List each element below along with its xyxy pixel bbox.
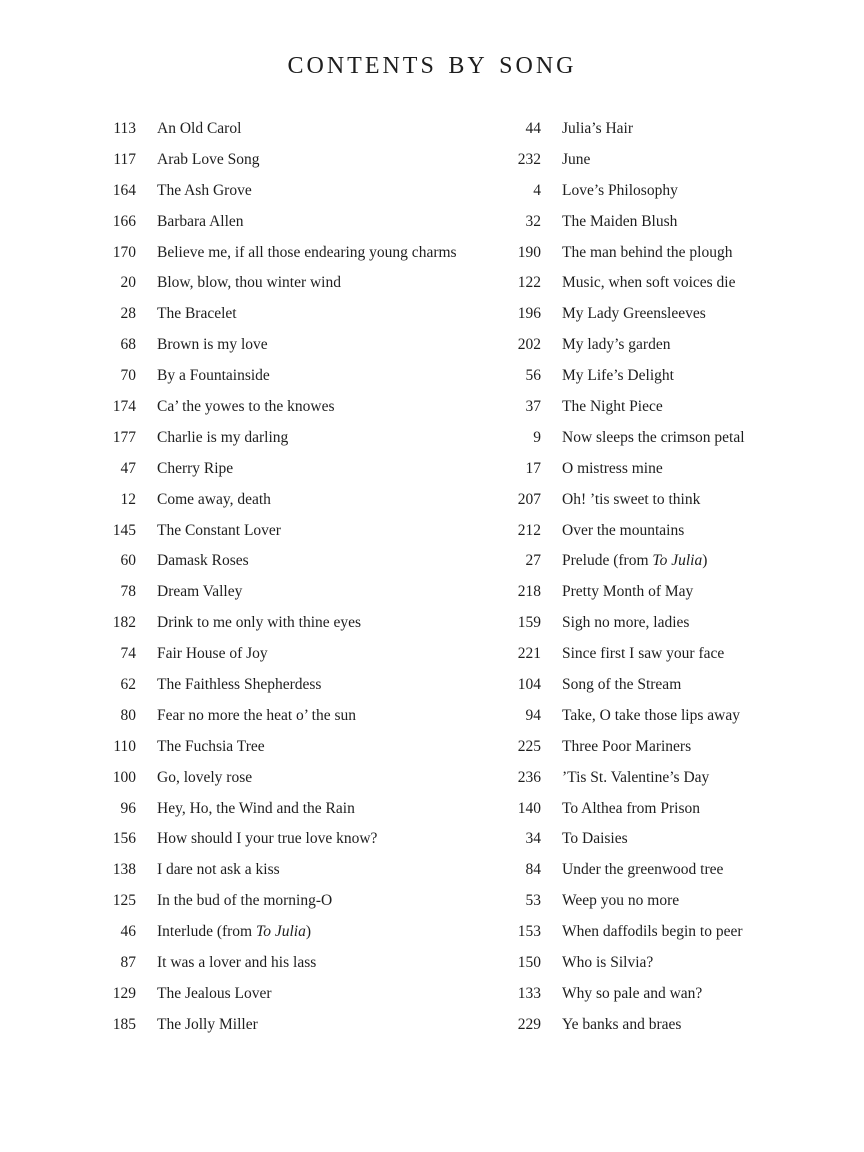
toc-page-number: 32 xyxy=(525,212,541,230)
toc-song-title xyxy=(157,824,377,855)
toc-song-title xyxy=(562,454,663,485)
toc-entry xyxy=(96,608,496,639)
toc-entry xyxy=(96,485,496,516)
toc-entry xyxy=(500,330,840,361)
toc-entry xyxy=(500,917,840,948)
toc-page-number: 182 xyxy=(112,614,136,632)
toc-page-number: 104 xyxy=(517,676,541,694)
toc-song-title-text: Take, O take those lips away xyxy=(562,706,740,724)
toc-entry xyxy=(96,763,496,794)
toc-entry xyxy=(500,238,840,269)
toc-song-title xyxy=(562,485,700,516)
toc-page-number: 150 xyxy=(517,954,541,972)
toc-page-number: 229 xyxy=(517,1015,541,1033)
toc-page-number: 196 xyxy=(517,305,541,323)
toc-entry xyxy=(500,176,840,207)
toc-page-number: 60 xyxy=(120,552,136,570)
toc-song-title-text: Ye banks and braes xyxy=(562,1015,682,1033)
toc-song-title-text: Sigh no more, ladies xyxy=(562,614,690,632)
toc-song-title-text: In the bud of the morning-O xyxy=(157,892,333,910)
toc-song-title xyxy=(157,886,332,917)
toc-song-title-text: Since first I saw your face xyxy=(562,645,725,663)
toc-song-title xyxy=(157,176,252,207)
toc-song-title xyxy=(157,701,356,732)
toc-entry xyxy=(96,577,496,608)
toc-song-title-tail: ) xyxy=(702,552,708,570)
toc-page-number: 44 xyxy=(525,120,541,137)
toc-page-number: 87 xyxy=(120,954,136,972)
toc-song-title-text: My lady’s garden xyxy=(562,336,671,354)
toc-song-title-text: Oh! ’tis sweet to think xyxy=(562,490,701,508)
toc-entry xyxy=(500,701,840,732)
toc-song-title-text: Barbara Allen xyxy=(157,212,244,230)
toc-page-number: 174 xyxy=(112,398,136,416)
toc-page-number: 80 xyxy=(120,706,136,724)
toc-song-title xyxy=(562,639,724,670)
toc-page-number: 156 xyxy=(112,830,136,848)
toc-song-title xyxy=(562,763,709,794)
toc-entry xyxy=(96,516,496,547)
toc-song-title xyxy=(157,855,280,886)
toc-page-number: 133 xyxy=(517,984,541,1002)
toc-song-title xyxy=(157,732,265,763)
toc-song-title-text: Julia’s Hair xyxy=(562,120,634,137)
toc-song-title-text: The Night Piece xyxy=(562,398,663,416)
toc-page-number: 159 xyxy=(517,614,541,632)
toc-page-number: 4 xyxy=(533,181,541,199)
toc-page-number: 138 xyxy=(112,861,136,879)
toc-song-title-italic: To Julia xyxy=(256,923,306,941)
toc-page-number: 207 xyxy=(517,490,541,508)
toc-page-number: 20 xyxy=(120,274,136,292)
toc-song-title-text: To Althea from Prison xyxy=(562,799,700,817)
toc-page-number: 53 xyxy=(525,892,541,910)
toc-song-title-text: Cherry Ripe xyxy=(157,459,234,477)
toc-song-title xyxy=(157,546,249,577)
toc-song-title xyxy=(562,238,732,269)
toc-page-number: 56 xyxy=(525,367,541,385)
toc-song-title-text: My Lady Greensleeves xyxy=(562,305,706,323)
toc-song-title xyxy=(562,701,740,732)
toc-song-title-text: Music, when soft voices die xyxy=(562,274,736,292)
toc-song-title-text: To Daisies xyxy=(562,830,628,848)
toc-page-number: 47 xyxy=(120,459,136,477)
toc-song-title-text: Go, lovely rose xyxy=(157,768,253,786)
toc-song-title xyxy=(157,361,270,392)
toc-entry xyxy=(96,546,496,577)
toc-entry xyxy=(500,763,840,794)
toc-entry xyxy=(500,361,840,392)
toc-song-title-text: The Jealous Lover xyxy=(157,984,272,1002)
toc-song-title xyxy=(157,454,233,485)
toc-song-title-text: I dare not ask a kiss xyxy=(157,861,280,879)
toc-page-number: 125 xyxy=(112,892,136,910)
toc-song-title-text: Drink to me only with thine eyes xyxy=(157,614,362,632)
toc-entry xyxy=(96,114,496,145)
toc-page-number: 218 xyxy=(517,583,541,601)
toc-entry xyxy=(96,670,496,701)
toc-page-number: 46 xyxy=(120,923,136,941)
toc-song-title xyxy=(157,763,252,794)
toc-song-title-text: Pretty Month of May xyxy=(562,583,694,601)
toc-page-number: 34 xyxy=(525,830,541,848)
toc-entry xyxy=(500,639,840,670)
toc-song-title xyxy=(157,1010,258,1041)
toc-page-number: 202 xyxy=(517,336,541,354)
toc-song-title xyxy=(562,886,679,917)
toc-page-number: 221 xyxy=(517,645,541,663)
toc-song-title xyxy=(157,423,288,454)
toc-page-number: 140 xyxy=(517,799,541,817)
toc-entry xyxy=(96,268,496,299)
toc-page-number: 153 xyxy=(517,923,541,941)
toc-song-title-text: Charlie is my darling xyxy=(157,428,289,446)
toc-entry xyxy=(500,608,840,639)
toc-page-number: 232 xyxy=(517,150,541,168)
toc-page-number: 190 xyxy=(517,243,541,261)
toc-song-title-text: Fear no more the heat o’ the sun xyxy=(157,706,356,724)
toc-song-title xyxy=(562,207,677,238)
toc-page-number: 100 xyxy=(112,768,136,786)
toc-entry xyxy=(96,176,496,207)
toc-song-title xyxy=(562,268,735,299)
toc-song-title-text: Over the mountains xyxy=(562,521,685,539)
toc-song-title xyxy=(157,948,316,979)
toc-song-title xyxy=(157,577,242,608)
toc-entry xyxy=(96,330,496,361)
contents-left-column xyxy=(96,114,496,1041)
toc-song-title-text: Why so pale and wan? xyxy=(562,984,703,1002)
toc-entry xyxy=(96,824,496,855)
toc-song-title-text: Arab Love Song xyxy=(157,150,260,168)
toc-song-title-text: ’Tis St. Valentine’s Day xyxy=(562,768,710,786)
toc-song-title xyxy=(157,485,271,516)
toc-page-number: 78 xyxy=(120,583,136,601)
toc-page-number: 9 xyxy=(533,428,541,446)
toc-song-title xyxy=(157,392,335,423)
toc-song-title-text: Under the greenwood tree xyxy=(562,861,724,879)
toc-song-title-text: Dream Valley xyxy=(157,583,243,601)
toc-page-number: 84 xyxy=(525,861,541,879)
toc-page-number: 74 xyxy=(120,645,136,663)
toc-page-number: 12 xyxy=(120,490,136,508)
toc-song-title-text: June xyxy=(562,150,591,168)
toc-entry xyxy=(96,454,496,485)
toc-song-title xyxy=(562,855,723,886)
toc-entry xyxy=(96,299,496,330)
toc-page-number: 170 xyxy=(112,243,136,261)
toc-song-title xyxy=(562,1010,681,1041)
toc-song-title-text: Now sleeps the crimson petal xyxy=(562,428,745,446)
toc-song-title-text: The Maiden Blush xyxy=(562,212,678,230)
toc-song-title xyxy=(157,639,268,670)
toc-page-number: 68 xyxy=(120,336,136,354)
toc-song-title xyxy=(562,670,681,701)
toc-song-title xyxy=(157,299,237,330)
toc-song-title xyxy=(562,299,706,330)
toc-entry xyxy=(500,145,840,176)
toc-entry xyxy=(96,917,496,948)
toc-song-title-text: Ca’ the yowes to the knowes xyxy=(157,398,335,416)
toc-page-number: 225 xyxy=(517,737,541,755)
toc-song-title-text: When daffodils begin to peer xyxy=(562,923,743,941)
toc-entry xyxy=(96,701,496,732)
toc-song-title-text: Weep you no more xyxy=(562,892,680,910)
toc-page-number: 113 xyxy=(113,120,136,137)
toc-song-title-text: The Bracelet xyxy=(157,305,237,323)
toc-entry xyxy=(96,948,496,979)
toc-song-title xyxy=(157,207,244,238)
toc-song-title-text: Believe me, if all those endearing young charms xyxy=(157,243,457,261)
toc-page-number: 37 xyxy=(525,398,541,416)
toc-page-number: 212 xyxy=(517,521,541,539)
toc-entry xyxy=(96,361,496,392)
toc-entry xyxy=(500,670,840,701)
toc-page-number: 129 xyxy=(112,984,136,1002)
toc-song-title xyxy=(157,516,281,547)
toc-page-number: 94 xyxy=(525,706,541,724)
toc-page-number: 185 xyxy=(112,1015,136,1033)
toc-entry xyxy=(96,794,496,825)
toc-entry xyxy=(500,423,840,454)
toc-song-title-text: Blow, blow, thou winter wind xyxy=(157,274,341,292)
toc-entry xyxy=(96,1010,496,1041)
toc-entry xyxy=(500,546,840,577)
toc-entry xyxy=(500,824,840,855)
toc-song-title xyxy=(562,824,628,855)
toc-page-number: 17 xyxy=(525,459,541,477)
toc-page-number: 96 xyxy=(120,799,136,817)
toc-song-title-text: Three Poor Mariners xyxy=(562,737,692,755)
toc-page-number: 145 xyxy=(112,521,136,539)
toc-entry xyxy=(500,516,840,547)
toc-entry xyxy=(96,238,496,269)
toc-song-title xyxy=(157,268,341,299)
toc-entry xyxy=(500,299,840,330)
toc-page-number: 166 xyxy=(112,212,136,230)
toc-page-number: 236 xyxy=(517,768,541,786)
toc-song-title xyxy=(562,516,684,547)
toc-song-title xyxy=(562,145,590,176)
toc-entry xyxy=(500,1010,840,1041)
toc-entry xyxy=(500,392,840,423)
toc-song-title-text: The Fuchsia Tree xyxy=(157,737,265,755)
toc-page-number: 110 xyxy=(113,737,136,755)
toc-page-number: 70 xyxy=(120,367,136,385)
toc-song-title-text: How should I your true love know? xyxy=(157,830,378,848)
toc-song-title-text: Fair House of Joy xyxy=(157,645,268,663)
toc-song-title-text: Song of the Stream xyxy=(562,676,682,694)
toc-entry xyxy=(96,207,496,238)
toc-entry xyxy=(96,145,496,176)
toc-song-title xyxy=(157,330,268,361)
toc-page-number: 27 xyxy=(525,552,541,570)
toc-page-number: 28 xyxy=(120,305,136,323)
toc-song-title xyxy=(157,794,355,825)
toc-song-title-text: Prelude (from xyxy=(562,552,653,570)
toc-entry xyxy=(500,485,840,516)
toc-page-number: 177 xyxy=(112,428,136,446)
toc-song-title-text: Who is Silvia? xyxy=(562,954,654,972)
toc-entry xyxy=(96,732,496,763)
toc-entry xyxy=(500,454,840,485)
toc-song-title xyxy=(562,577,693,608)
toc-song-title-text: The Constant Lover xyxy=(157,521,281,539)
toc-song-title-text: By a Fountainside xyxy=(157,367,270,385)
toc-song-title-italic: To Julia xyxy=(652,552,703,570)
toc-song-title xyxy=(562,423,745,454)
toc-song-title xyxy=(157,238,457,269)
toc-song-title-text: My Life’s Delight xyxy=(562,367,674,385)
toc-entry xyxy=(500,732,840,763)
toc-entry xyxy=(96,886,496,917)
toc-song-title xyxy=(562,917,743,948)
toc-entry xyxy=(500,886,840,917)
toc-song-title xyxy=(157,145,259,176)
toc-song-title-text: The Jolly Miller xyxy=(157,1015,258,1033)
toc-song-title xyxy=(562,546,707,577)
toc-entry xyxy=(96,979,496,1010)
toc-song-title-text: O mistress mine xyxy=(562,459,663,477)
toc-song-title-text: Hey, Ho, the Wind and the Rain xyxy=(157,799,355,817)
toc-song-title-text: An Old Carol xyxy=(157,120,242,137)
toc-song-title xyxy=(157,608,361,639)
toc-song-title-text: Come away, death xyxy=(157,490,271,508)
toc-entry xyxy=(500,207,840,238)
toc-entry xyxy=(500,794,840,825)
toc-entry xyxy=(96,392,496,423)
toc-page-number: 117 xyxy=(113,150,136,168)
toc-song-title-text: The man behind the plough xyxy=(562,243,733,261)
toc-song-title xyxy=(562,794,700,825)
toc-song-title-text: Brown is my love xyxy=(157,336,268,354)
toc-song-title-text: The Faithless Shepherdess xyxy=(157,676,322,694)
toc-entry xyxy=(500,855,840,886)
toc-song-title-text: Love’s Philosophy xyxy=(562,181,678,199)
toc-page-number: 62 xyxy=(120,676,136,694)
toc-song-title xyxy=(157,114,241,145)
page-title: contents by song xyxy=(287,44,577,81)
toc-entry xyxy=(500,948,840,979)
toc-song-title-text: Damask Roses xyxy=(157,552,249,570)
toc-song-title-text: It was a lover and his lass xyxy=(157,954,317,972)
toc-song-title xyxy=(562,979,702,1010)
toc-page-number: 122 xyxy=(517,274,541,292)
toc-song-title xyxy=(562,114,633,145)
toc-song-title xyxy=(562,732,691,763)
toc-song-title xyxy=(562,176,678,207)
toc-song-title xyxy=(157,917,311,948)
toc-song-title-text: The Ash Grove xyxy=(157,181,252,199)
toc-entry xyxy=(500,577,840,608)
toc-entry xyxy=(96,423,496,454)
toc-song-title xyxy=(562,608,689,639)
toc-song-title xyxy=(562,330,670,361)
toc-entry xyxy=(500,979,840,1010)
toc-song-title xyxy=(157,670,321,701)
toc-song-title xyxy=(157,979,272,1010)
toc-entry xyxy=(96,855,496,886)
toc-song-title xyxy=(562,361,674,392)
toc-song-title-text: Interlude (from xyxy=(157,923,256,941)
contents-right-column xyxy=(500,114,840,1041)
toc-entry xyxy=(96,639,496,670)
toc-entry xyxy=(500,114,840,145)
toc-song-title-tail: ) xyxy=(305,923,311,941)
toc-song-title xyxy=(562,392,663,423)
toc-page-number: 164 xyxy=(112,181,136,199)
toc-entry xyxy=(500,268,840,299)
toc-song-title xyxy=(562,948,653,979)
